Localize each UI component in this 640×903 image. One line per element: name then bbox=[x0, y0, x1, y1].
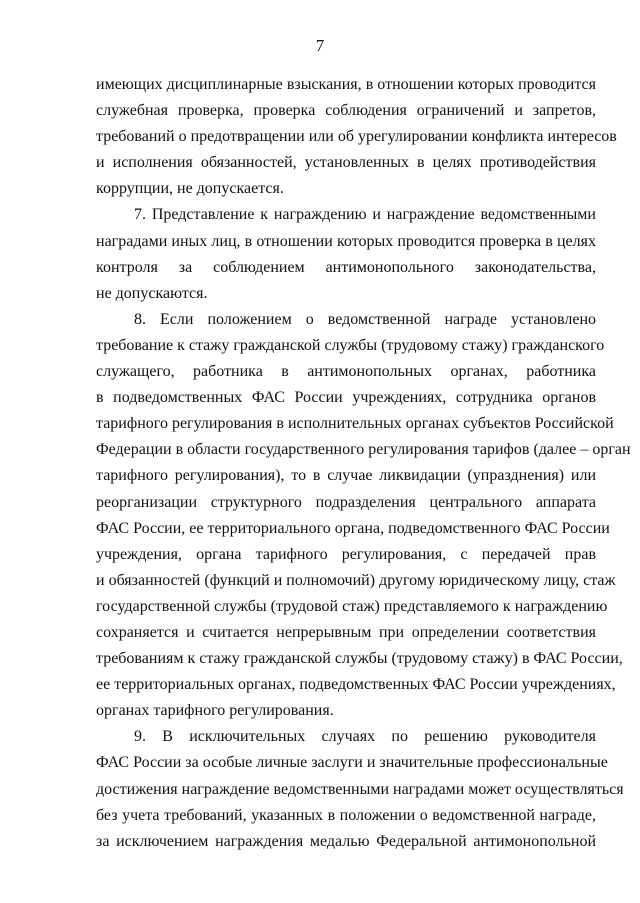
text-line: не допускаются. bbox=[96, 284, 208, 302]
text-line: 7. Представление к награждению и награждение ведомственными bbox=[134, 206, 596, 224]
text-line: требованиям к стажу гражданской службы (трудовому стажу) в ФАС России, bbox=[96, 650, 623, 668]
body-text bbox=[96, 72, 631, 855]
text-line: 9. В исключительных случаях по решению руководителя bbox=[134, 728, 596, 746]
text-line: и исполнения обязанностей, установленных в целях противодействия bbox=[96, 154, 596, 172]
text-line: требование к стажу гражданской службы (трудовому стажу) гражданского bbox=[96, 336, 605, 354]
text-line: Федерации в области государственного регулирования тарифов (далее – орган bbox=[96, 441, 631, 459]
text-line: сохраняется и считается непрерывным при определении соответствия bbox=[96, 623, 596, 641]
text-line: коррупции, не допускается. bbox=[96, 180, 284, 198]
text-line: реорганизации структурного подразделения центрального аппарата bbox=[96, 493, 596, 511]
text-line: без учета требований, указанных в положении о ведомственной награде, bbox=[96, 806, 596, 824]
text-line: требований о предотвращении или об урегулировании конфликта интересов bbox=[96, 128, 617, 146]
text-line: и обязанностей (функций и полномочий) другому юридическому лицу, стаж bbox=[96, 571, 616, 589]
text-line: государственной службы (трудовой стаж) представляемого к награждению bbox=[96, 597, 608, 615]
text-line: ее территориальных органах, подведомственных ФАС России учреждениях, bbox=[96, 676, 616, 694]
text-line: органах тарифного регулирования. bbox=[96, 702, 334, 720]
text-line: за исключением награждения медалью Федеральной антимонопольной bbox=[96, 832, 596, 850]
page-number: 7 bbox=[315, 36, 325, 55]
text-line: в подведомственных ФАС России учреждениях, сотрудника органов bbox=[96, 389, 596, 407]
text-line: тарифного регулирования в исполнительных органах субъектов Российской bbox=[96, 415, 614, 433]
text-line: ФАС России за особые личные заслуги и значительные профессиональные bbox=[96, 754, 608, 772]
text-line: достижения награждение ведомственными наградами может осуществляться bbox=[96, 780, 624, 798]
text-line: тарифного регулирования), то в случае ликвидации (упразднения) или bbox=[96, 467, 596, 485]
text-line: наградами иных лиц, в отношении которых проводится проверка в целях bbox=[96, 232, 596, 250]
text-line: 8. Если положением о ведомственной награде установлено bbox=[134, 310, 596, 328]
text-line: имеющих дисциплинарные взыскания, в отношении которых проводится bbox=[96, 76, 596, 93]
text-line: служебная проверка, проверка соблюдения ограничений и запретов, bbox=[96, 102, 596, 120]
text-line: контроля за соблюдением антимонопольного законодательства, bbox=[96, 258, 596, 276]
text-line: учреждения, органа тарифного регулирования, с передачей прав bbox=[96, 545, 596, 563]
text-line: ФАС России, ее территориального органа, подведомственного ФАС России bbox=[96, 519, 610, 537]
text-line: служащего, работника в антимонопольных органах, работника bbox=[96, 363, 596, 381]
